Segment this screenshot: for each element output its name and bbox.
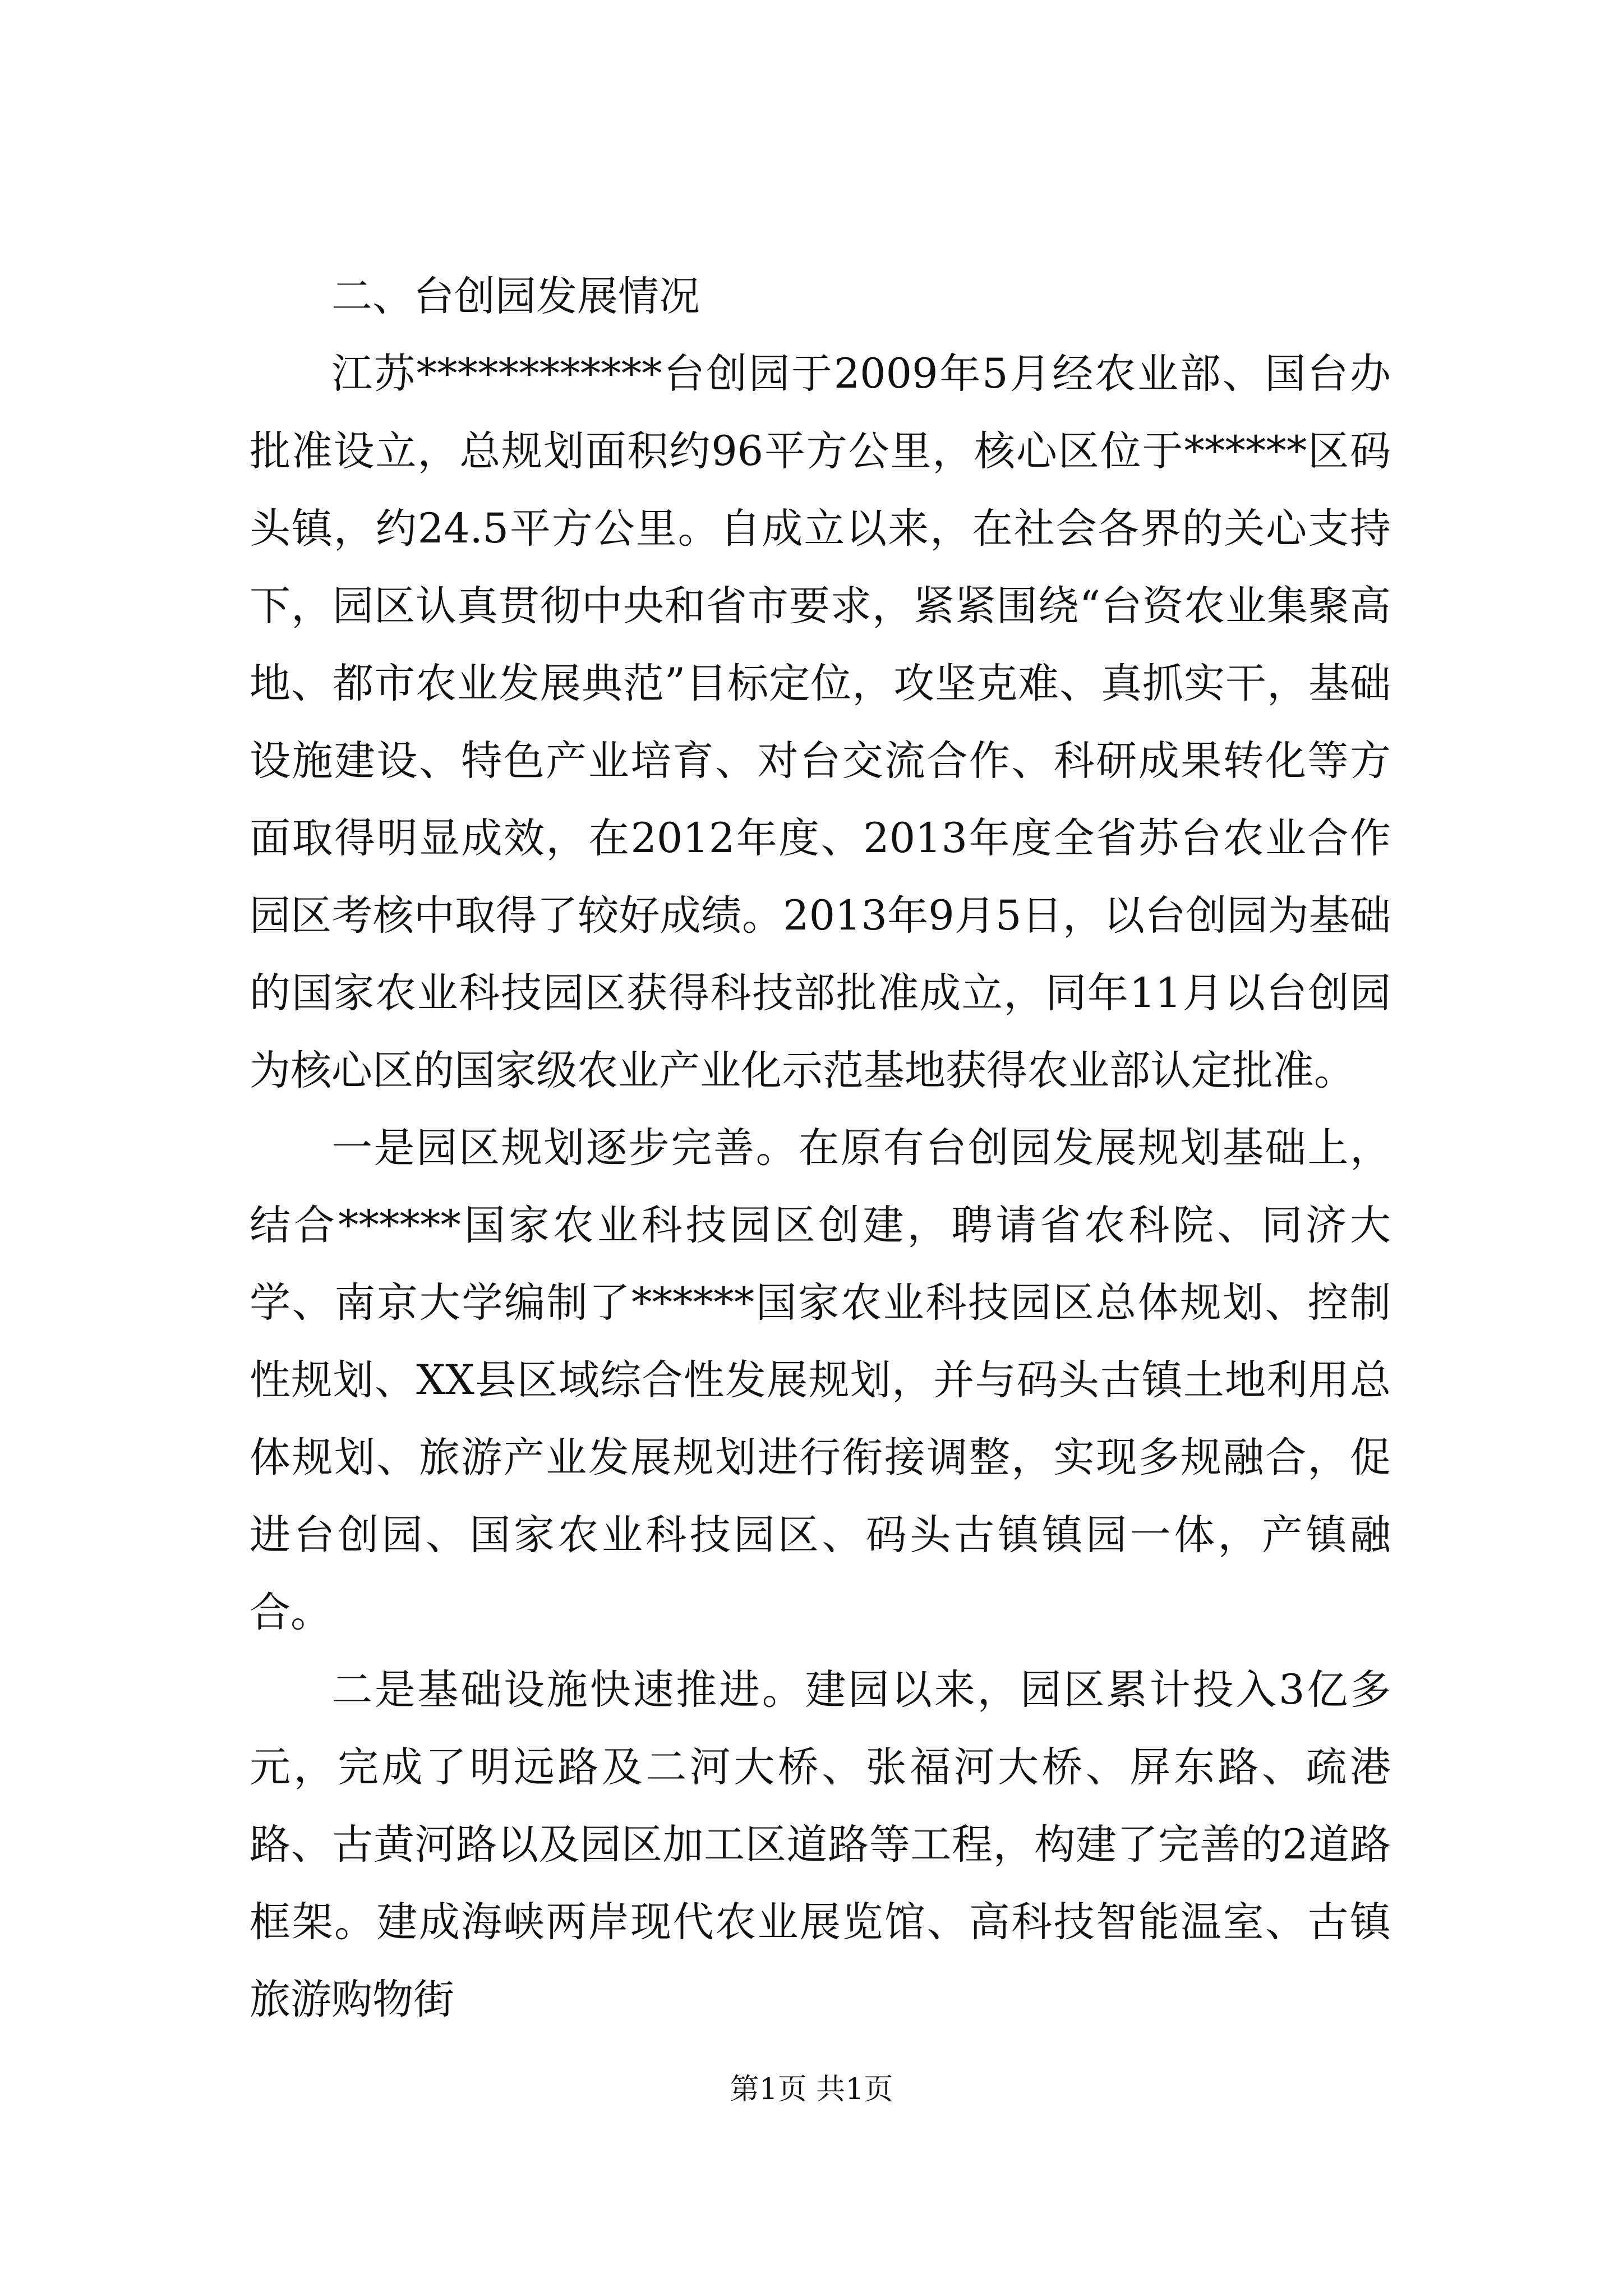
page-footer: 第1页 共1页 <box>730 2073 893 2106</box>
document-body <box>250 258 1391 2039</box>
paragraph-overview: 江苏************台创园于2009年5月经农业部、国台办批准设立，总规划面积约96平方公里，核心区位于******区码头镇，约24.5平方公里。自成立以来，在社会各界的关心支持下，园区认真贯彻中央和省市要求，紧紧围绕“台资农业集聚高地、都市农业发展典范”目标定位，攻坚克难、真抓实干，基础设施建设、特色产业培育、对台交流合作、科研成果转化等方面取得明显成效，在2012年度、2013年度全省苏台农业合作园区考核中取得了较好成绩。2013年9月5日，以台创园为基础的国家农业科技园区获得科技部批准成立，同年11月以台创园为核心区的国家级农业产业化示范基地获得农业部认定批准。 <box>250 350 1391 1094</box>
section-heading: 二、台创园发展情况 <box>331 273 700 320</box>
paragraph-planning: 一是园区规划逐步完善。在原有台创园发展规划基础上，结合******国家农业科技园区创建，聘请省农科院、同济大学、南京大学编制了******国家农业科技园区总体规划、控制性规划、XX县区域综合性发展规划，并与码头古镇土地利用总体规划、旅游产业发展规划进行衔接调整，实现多规融合，促进台创园、国家农业科技园区、码头古镇镇园一体，产镇融合。 <box>250 1124 1391 1636</box>
paragraph-infrastructure: 二是基础设施快速推进。建园以来，园区累计投入3亿多元，完成了明远路及二河大桥、张福河大桥、屏东路、疏港路、古黄河路以及园区加工区道路等工程，构建了完善的2道路框架。建成海峡两岸现代农业展览馆、高科技智能温室、古镇旅游购物街 <box>250 1666 1391 2023</box>
